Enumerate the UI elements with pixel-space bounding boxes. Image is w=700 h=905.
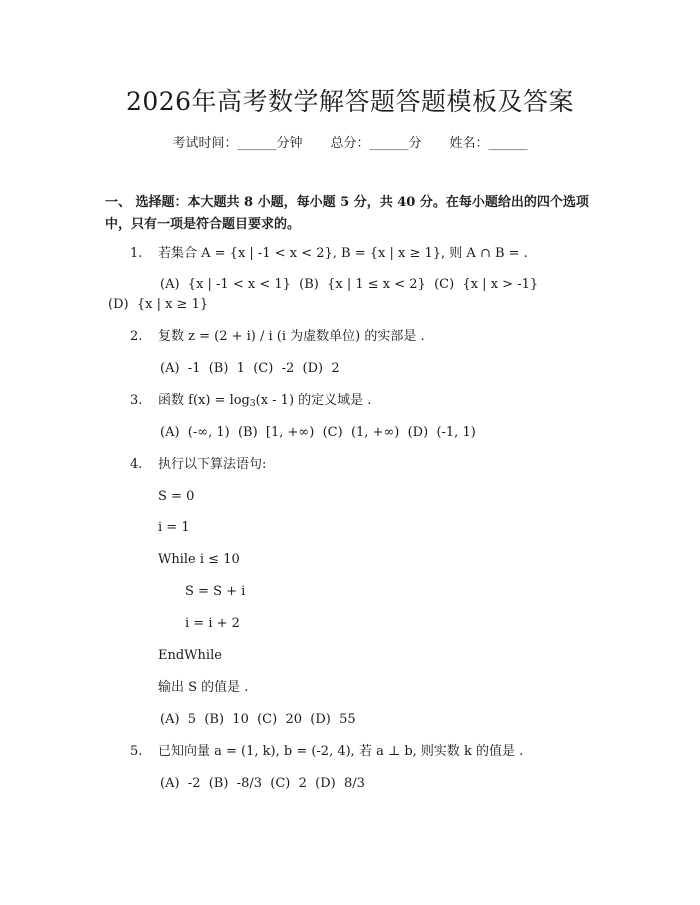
question-stem: 已知向量 a = (1, k), b = (-2, 4), 若 a ⊥ b, 则实数 k 的值是 . — [158, 744, 524, 759]
name-field: 姓名：______ — [449, 136, 528, 151]
page-title: 2026年高考数学解答题答题模板及答案 — [125, 87, 575, 116]
code-line: S = 0 — [158, 489, 195, 504]
question-number: 5. — [130, 744, 143, 759]
code-line: EndWhile — [158, 648, 222, 663]
code-line: i = i + 2 — [185, 616, 240, 631]
section-heading-multiple-choice: 一、 选择题：本大题共 8 小题，每小题 5 分，共 40 分。在每小题给出的四个选项中，只有一项是符合题目要求的。 — [105, 195, 589, 232]
exam-info-line — [0, 132, 700, 151]
question-stem: 复数 z = (2 + i) / i (i 为虚数单位) 的实部是 . — [158, 329, 425, 344]
code-line: While i ≤ 10 — [158, 552, 240, 567]
question-stem: 若集合 A = {x | -1 < x < 2}, B = {x | x ≥ 1}, 则 A ∩ B = . — [158, 246, 528, 261]
exam-time-field: 考试时间：______分钟 — [172, 136, 303, 151]
code-line: S = S + i — [185, 584, 246, 599]
question-number: 3. — [130, 393, 143, 408]
question-number: 1. — [130, 246, 143, 261]
code-line: i = 1 — [158, 520, 190, 535]
question-number: 2. — [130, 329, 143, 344]
question-number: 4. — [130, 457, 143, 472]
total-score-field: 总分：______分 — [330, 136, 422, 151]
question-stem: 函数 $f(x) = \log_3(x - 1)$ 的定义域是 . — [158, 393, 372, 409]
question-options: (A) (-∞, 1) (B) [1, +∞) (C) (1, +∞) (D) (-1, 1) — [160, 425, 476, 440]
question-options: (D) {x | x ≥ 1} — [108, 297, 209, 312]
question-stem: 执行以下算法语句: — [158, 457, 267, 472]
question-options: (A) {x | -1 < x < 1} (B) {x | 1 ≤ x < 2} (C) {x | x > -1} — [160, 277, 539, 292]
question-options: (A) 5 (B) 10 (C) 20 (D) 55 — [160, 712, 356, 727]
question-followup: 输出 S 的值是 . — [158, 680, 249, 695]
question-options: (A) -1 (B) 1 (C) -2 (D) 2 — [160, 361, 340, 376]
question-options: (A) -2 (B) -8/3 (C) 2 (D) 8/3 — [160, 776, 365, 791]
